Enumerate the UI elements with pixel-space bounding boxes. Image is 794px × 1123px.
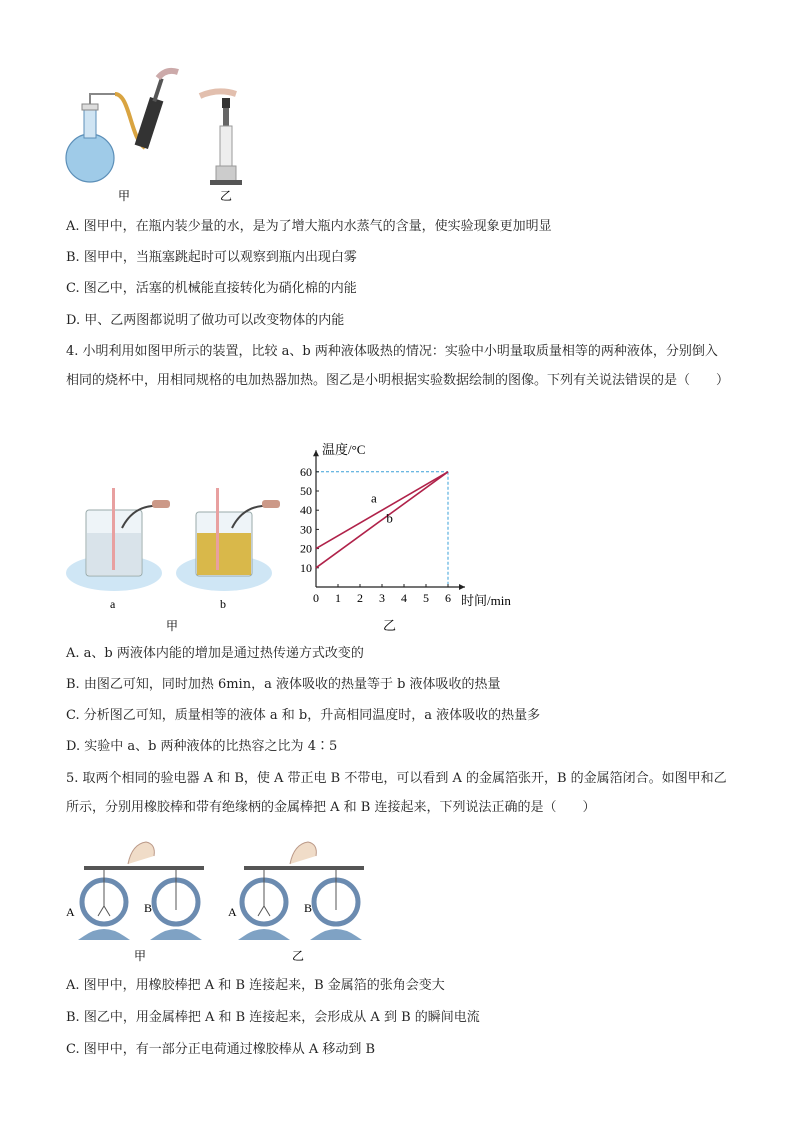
- electroscope-setup-jia: [66, 842, 204, 963]
- x-tick-label: 1: [335, 591, 341, 605]
- y-axis-arrow: [313, 450, 319, 456]
- fig2-caption-b: 乙: [383, 618, 397, 633]
- x-tick-label: 0: [313, 591, 319, 605]
- y-tick-label: 10: [300, 560, 312, 575]
- fig1-caption-a: 甲: [118, 189, 131, 203]
- fire-syringe-illustration: [200, 91, 242, 185]
- q5-option-c: C. 图甲中，有一部分正电荷通过橡胶棒从 A 移动到 B: [66, 1042, 376, 1057]
- series-label-a: a: [371, 490, 377, 506]
- q4-option-d: D. 实验中 a、b 两种液体的比热容之比为 4∶5: [66, 739, 338, 754]
- beaker-b: [176, 488, 280, 611]
- fig3-caption-b: 乙: [292, 949, 305, 963]
- y-tick-label: 20: [300, 541, 312, 556]
- figure-q4-beakers: [64, 488, 294, 633]
- q5-option-b: B. 图乙中，用金属棒把 A 和 B 连接起来，会形成从 A 到 B 的瞬间电流: [66, 1010, 480, 1025]
- q3-option-d: D. 甲、乙两图都说明了做功可以改变物体的内能: [66, 313, 345, 328]
- figure-q3: [60, 68, 250, 203]
- x-tick-label: 6: [445, 591, 451, 605]
- x-axis-label: 时间/min: [461, 593, 511, 608]
- beaker-a: [66, 488, 170, 611]
- q4-option-b: B. 由图乙可知，同时加热 6min，a 液体吸收的热量等于 b 液体吸收的热量: [66, 677, 501, 692]
- q3-option-a: A. 图甲中，在瓶内装少量的水，是为了增大瓶内水蒸气的含量，使实验现象更加明显: [66, 219, 552, 234]
- y-axis-label: 温度/°C: [322, 442, 366, 458]
- q3-option-b: B. 图甲中，当瓶塞跳起时可以观察到瓶内出现白雾: [66, 250, 357, 265]
- x-axis-arrow: [459, 584, 465, 590]
- label-A-yi: A: [228, 905, 237, 919]
- series-line-a: [316, 472, 448, 549]
- y-tick-label: 50: [300, 484, 312, 498]
- figure-q5-electroscopes: [64, 836, 374, 968]
- temperature-time-chart: [290, 432, 530, 637]
- fig1-caption-b: 乙: [220, 189, 233, 203]
- q4-option-a: A. a、b 两液体内能的增加是通过热传递方式改变的: [66, 646, 364, 661]
- fig3-caption-a: 甲: [134, 949, 147, 963]
- y-tick-label: 30: [300, 522, 312, 537]
- electroscope-setup-yi: [228, 842, 364, 963]
- q5-stem: 5. 取两个相同的验电器 A 和 B，使 A 带正电 B 不带电，可以看到 A 的金属箔张开，B 的金属箔闭合。如图甲和乙所示，分别用橡胶棒和带有绝缘柄的金属棒把 A 和 B 连接起来，下列说法正确的是（ ）: [66, 771, 727, 815]
- y-tick-label: 60: [300, 464, 312, 479]
- q4-stem: 4. 小明利用如图甲所示的装置，比较 a、b 两种液体吸热的情况：实验中小明量取质量相等的两种液体，分别倒入相同的烧杯中，用相同规格的电加热器加热。图乙是小明根据实验数据绘制的图像。下列有关说法错误的是（ ）: [66, 344, 730, 388]
- flask-pump-illustration: [66, 71, 178, 182]
- x-tick-label: 4: [401, 591, 407, 605]
- label-B-yi: B: [304, 901, 313, 915]
- q5-option-a: A. 图甲中，用橡胶棒把 A 和 B 连接起来，B 金属箔的张角会变大: [66, 978, 445, 993]
- series-label-b: b: [386, 510, 393, 526]
- fig2-caption-a: 甲: [166, 619, 179, 633]
- q3-option-c: C. 图乙中，活塞的机械能直接转化为硝化棉的内能: [66, 281, 357, 296]
- x-tick-label: 3: [379, 591, 385, 605]
- y-tick-label: 40: [300, 503, 312, 518]
- q4-option-c: C. 分析图乙可知，质量相等的液体 a 和 b，升高相同温度时，a 液体吸收的热量多: [66, 708, 541, 723]
- x-tick-label: 5: [423, 591, 429, 605]
- label-B-jia: B: [144, 901, 153, 915]
- series-line-b: [316, 472, 448, 568]
- beaker-label-b: b: [220, 597, 226, 611]
- beaker-label-a: a: [110, 597, 116, 611]
- label-A-jia: A: [66, 905, 75, 919]
- x-tick-label: 2: [357, 591, 363, 605]
